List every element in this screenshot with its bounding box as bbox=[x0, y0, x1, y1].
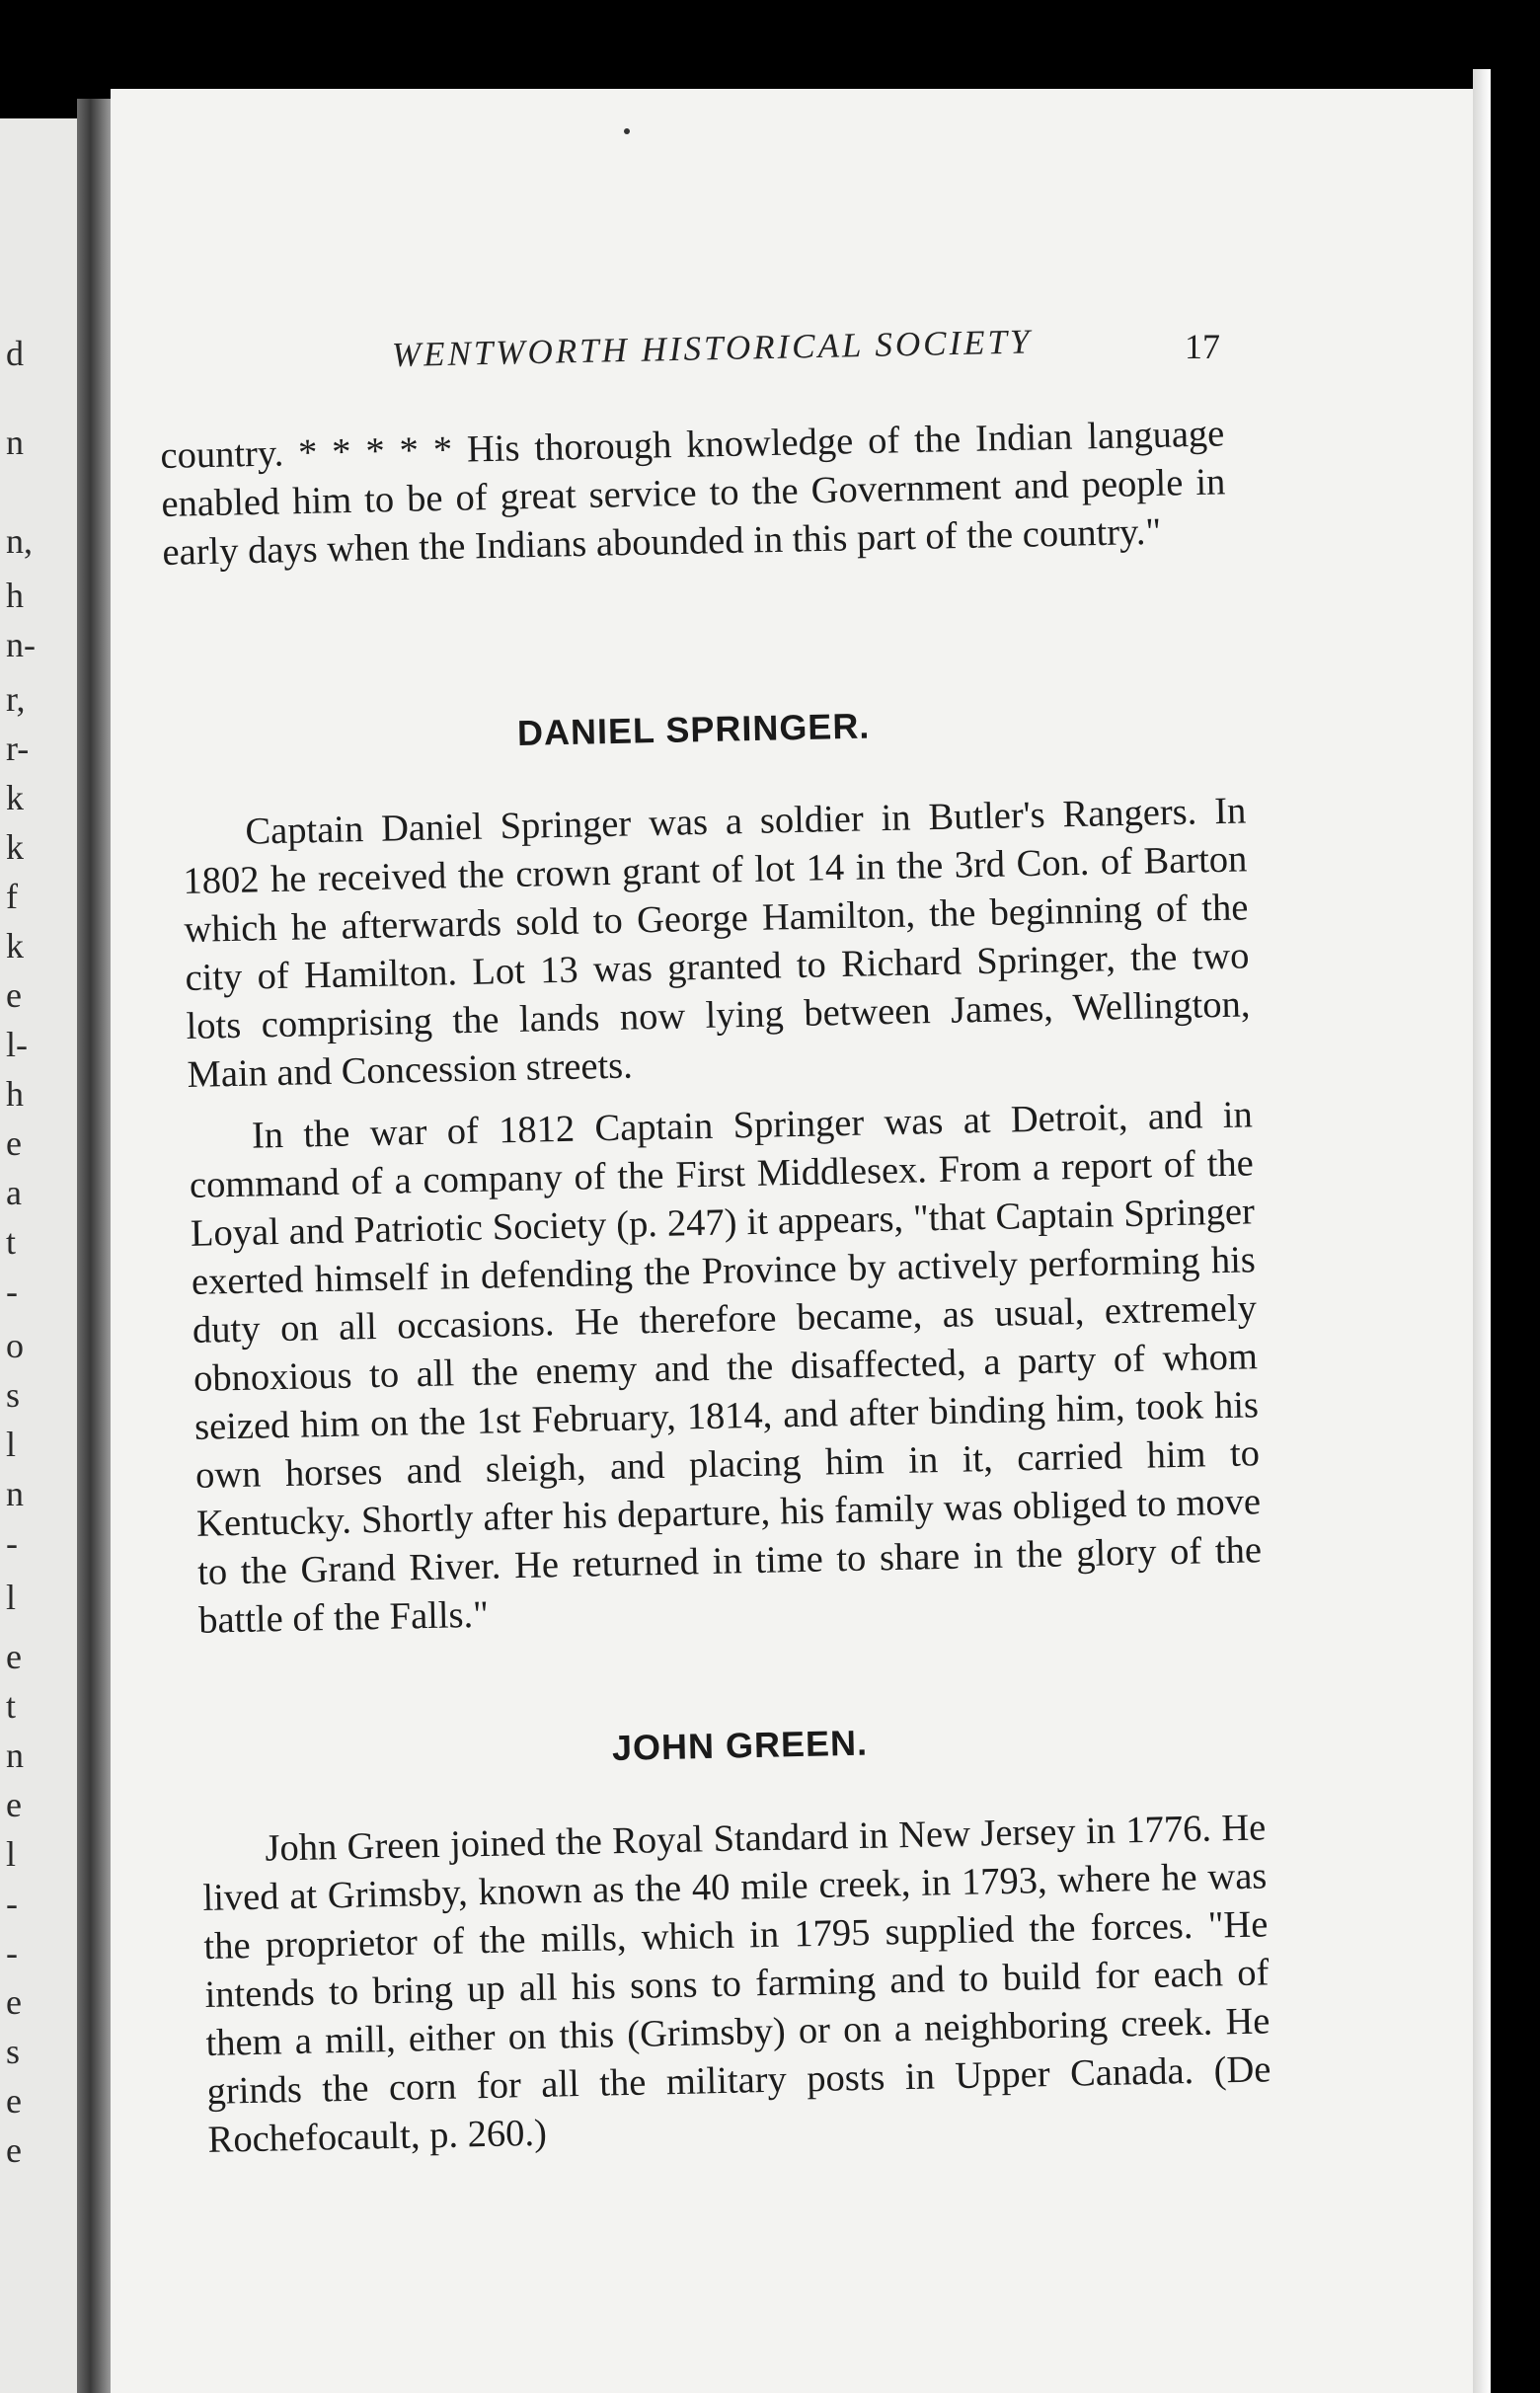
left-page-fragment: r- bbox=[6, 729, 30, 768]
left-page-fragment: - bbox=[6, 1884, 18, 1923]
intro-paragraph: country. * * * * * His thorough knowledge of the Indian language enabled him to be of great service to the Government and people in early days when the Indians abounded in this part of the country." bbox=[160, 413, 1226, 574]
left-page-fragment: e bbox=[6, 1123, 22, 1163]
left-page-fragment: n bbox=[6, 1736, 24, 1775]
left-page-fragment: t bbox=[6, 1222, 17, 1262]
left-page-fragment: l bbox=[6, 1578, 17, 1617]
left-page-fragment: l- bbox=[6, 1025, 28, 1064]
left-page-fragment: a bbox=[6, 1173, 22, 1212]
left-page-fragment: h bbox=[6, 1074, 24, 1114]
book-gutter bbox=[77, 99, 111, 2393]
left-page-fragment: e bbox=[6, 2130, 22, 2170]
left-page-fragment: - bbox=[6, 1933, 18, 1972]
left-page-fragment: l bbox=[6, 1425, 17, 1464]
left-page-fragment: r, bbox=[6, 679, 26, 719]
left-page-fragment: k bbox=[6, 827, 24, 867]
book-page bbox=[111, 89, 1473, 2393]
left-page-fragment: e bbox=[6, 2081, 22, 2121]
left-page-fragment: h bbox=[6, 576, 24, 615]
paragraph: In the war of 1812 Captain Springer was at Detroit, and in command of a company of the First Middlesex. From a report of the Loyal and Patriotic Society (p. 247) it appears, "that Captain Springer exerted himself in defending the Province by actively performing his duty on all occasions. He therefore became, as usual, extremely obnoxious to all the enemy and the disaffected, a party of whom seized him on the 1st February, 1814, and after binding him, took his own horses and sleigh, and placing him in it, carried him to Kentucky. Shortly after his departure, his family was obliged to move to the Grand River. He returned in time to share in the glory of the battle of the Falls." bbox=[189, 1094, 1263, 1642]
left-page-fragment: - bbox=[6, 1523, 18, 1563]
left-page-fragment: n bbox=[6, 423, 24, 462]
left-page-fragment: o bbox=[6, 1326, 24, 1365]
left-page-fragment: n- bbox=[6, 625, 36, 664]
left-page-fragment: n bbox=[6, 1474, 24, 1513]
section-body-daniel-springer bbox=[182, 787, 1264, 1659]
left-page-fragment: s bbox=[6, 2032, 21, 2071]
left-page-fragment: - bbox=[6, 1272, 18, 1311]
left-page-fragment: s bbox=[6, 1375, 21, 1415]
page-edge bbox=[1473, 69, 1491, 2393]
speck bbox=[624, 128, 630, 134]
left-page-fragment: t bbox=[6, 1686, 17, 1726]
left-page-fragment: e bbox=[6, 1785, 22, 1824]
paragraph: John Green joined the Royal Standard in New Jersey in 1776. He lived at Grimsby, known as the 40 mile creek, in 1793, where he was the proprietor of the mills, which in 1795 supplied the forces. "He intends to bring up all his sons to farming and to build for each of them a mill, either on this (Grimsby) or on a neighboring creek. He grinds the corn for all the military posts in Upper Canada. (De Rochefocault, p. 260.) bbox=[202, 1807, 1271, 2161]
paragraph: Captain Daniel Springer was a soldier in Butler's Rangers. In 1802 he received the crown grant of lot 14 in the 3rd Con. of Barton which he afterwards sold to George Hamilton, the beginning of the city of Hamilton. Lot 13 was granted to Richard Springer, the two lots comprising the lands now lying between James, Wellington, Main and Concession streets. bbox=[183, 790, 1251, 1096]
page-number: 17 bbox=[1185, 327, 1220, 366]
intro-paragraph-block bbox=[160, 410, 1227, 591]
left-page-fragment: k bbox=[6, 778, 24, 817]
left-page-fragment: e bbox=[6, 1637, 22, 1676]
left-page-fragment: k bbox=[6, 926, 24, 965]
left-page-fragment: n, bbox=[6, 521, 33, 561]
running-head: WENTWORTH HISTORICAL SOCIETY bbox=[391, 322, 1033, 374]
left-page-fragment: f bbox=[6, 877, 18, 916]
section-body-john-green bbox=[201, 1804, 1272, 2178]
left-facing-page bbox=[0, 118, 77, 2393]
section-heading-john-green: JOHN GREEN. bbox=[611, 1722, 869, 1768]
left-page-fragment: l bbox=[6, 1834, 17, 1874]
left-page-fragment: d bbox=[6, 334, 24, 373]
section-heading-daniel-springer: DANIEL SPRINGER. bbox=[516, 705, 871, 753]
left-page-fragment: e bbox=[6, 975, 22, 1015]
left-page-fragment: e bbox=[6, 1982, 22, 2022]
